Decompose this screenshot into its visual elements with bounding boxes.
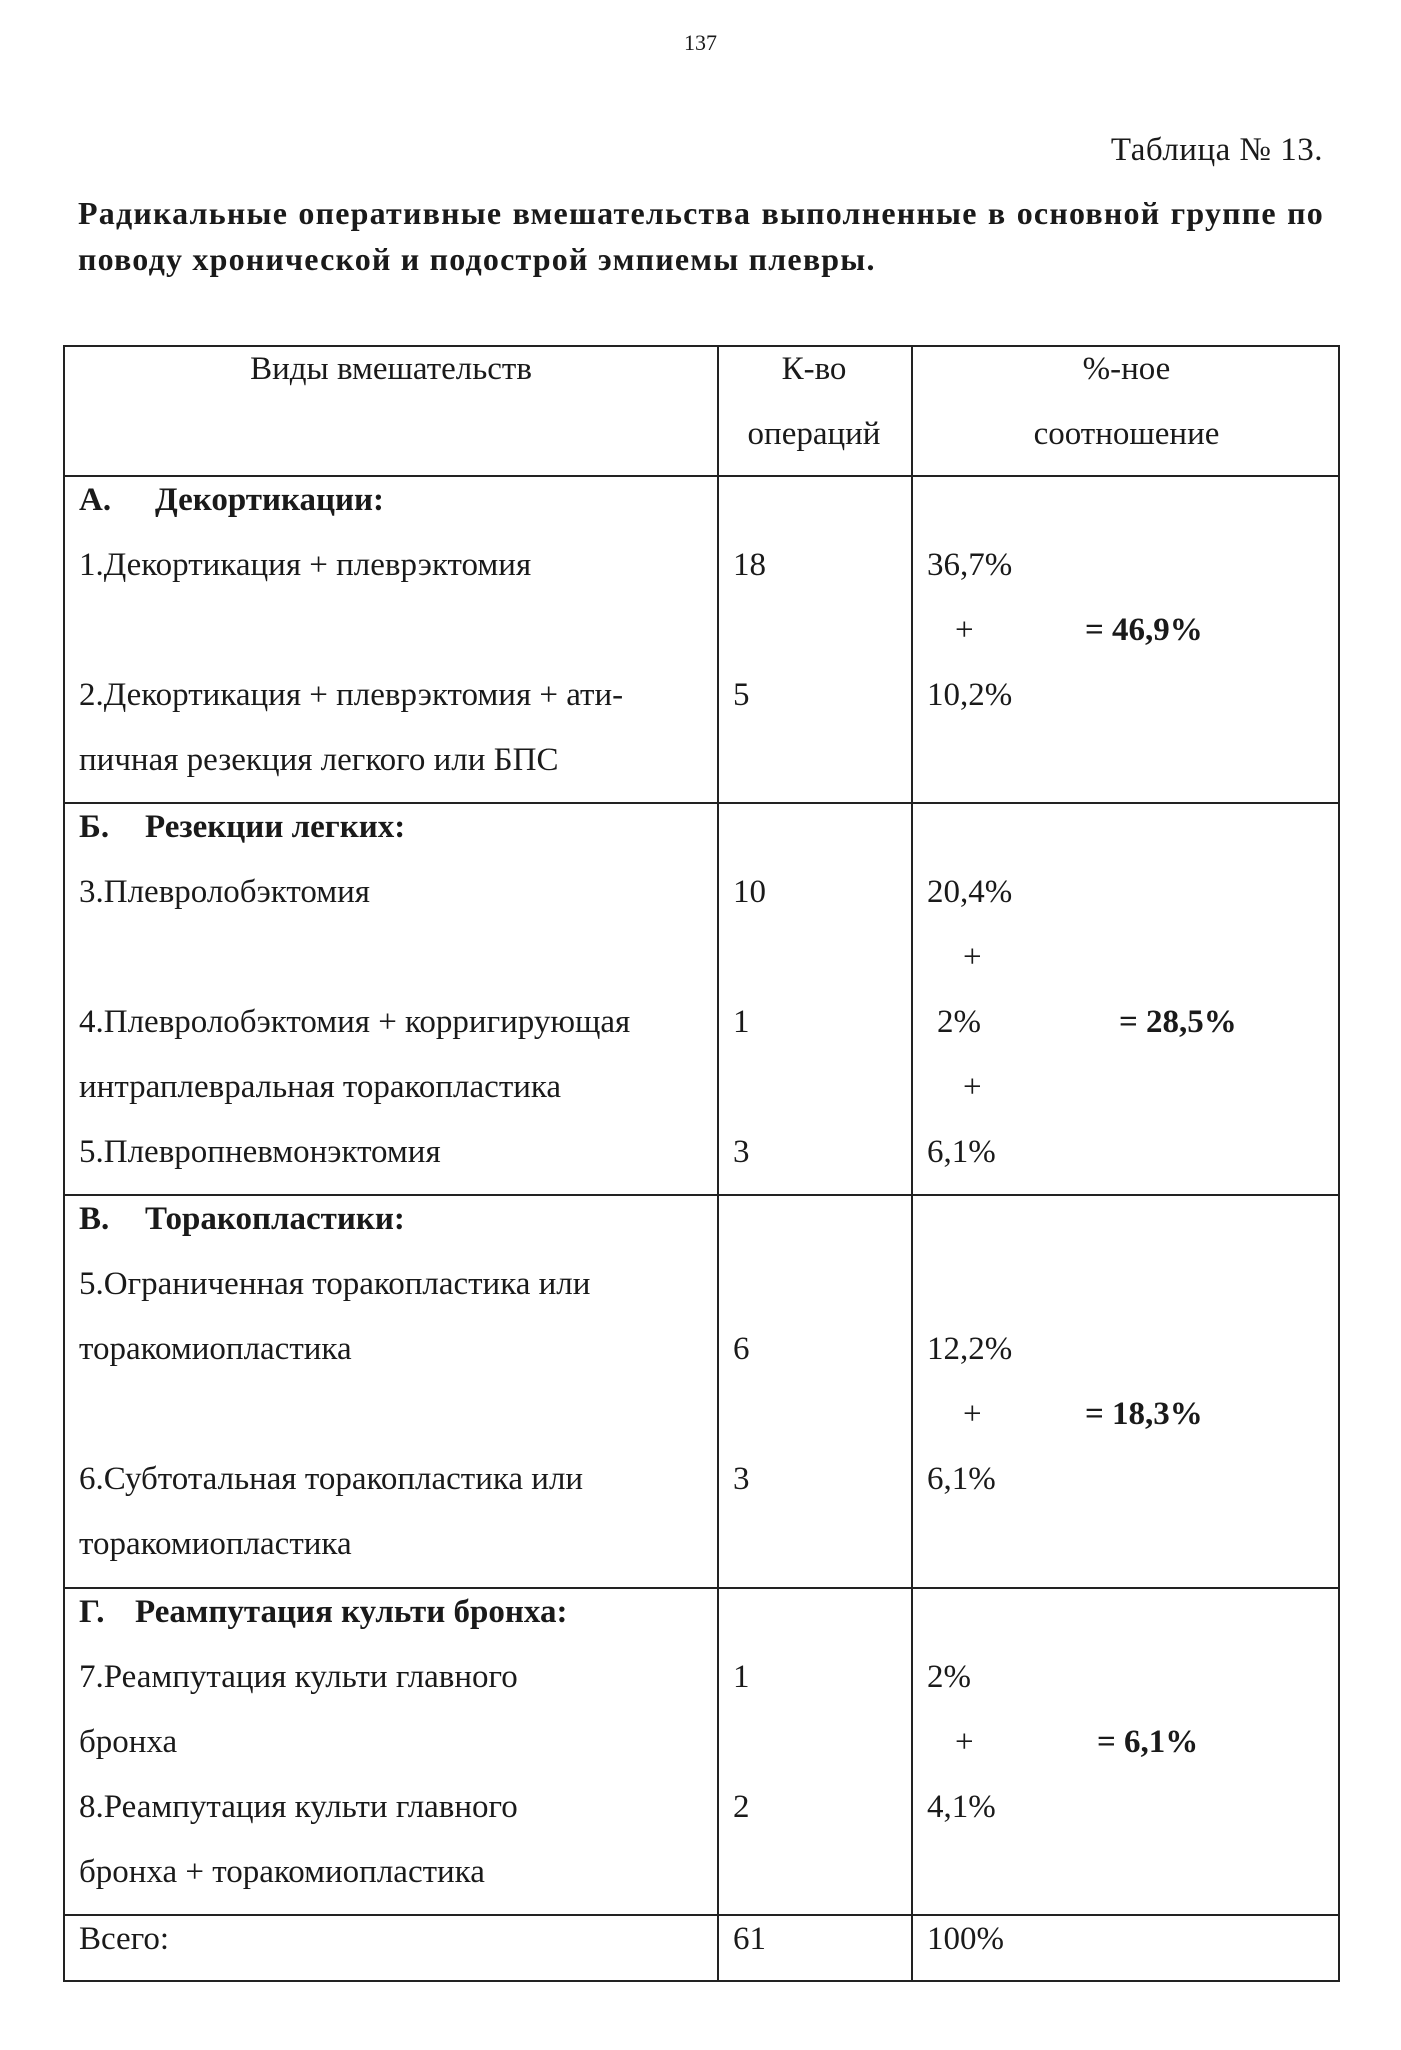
row-percent: 10,2% (927, 677, 1013, 713)
section-heading: Реампутация культи бронха: (135, 1594, 568, 1630)
row-label: 3.Плевролобэктомия (79, 874, 370, 910)
row-count: 18 (733, 547, 766, 583)
row-count: 6 (733, 1331, 750, 1367)
header-count-line2: операций (747, 416, 881, 452)
row-label: бронха (79, 1724, 178, 1760)
row-label: 4.Плевролобэктомия + корригирующая (79, 1004, 631, 1040)
row-label: бронха + торакомиопластика (79, 1854, 485, 1890)
row-divider (65, 1194, 1338, 1196)
plus-sign: + (963, 1069, 982, 1105)
section-letter: А. (79, 482, 112, 518)
row-label: 5.Плевропневмонэктомия (79, 1134, 441, 1170)
row-label: 1.Декортикация + плеврэктомия (79, 547, 532, 583)
section-heading: Торакопластики: (145, 1201, 405, 1237)
data-table (63, 345, 1340, 1982)
row-label: 5.Ограниченная торакопластика или (79, 1266, 591, 1302)
row-label: пичная резекция легкого или БПС (79, 742, 559, 778)
column-divider (911, 347, 913, 1980)
row-divider (65, 1914, 1338, 1916)
grand-total-label: Всего: (79, 1921, 170, 1957)
row-divider (65, 1587, 1338, 1589)
plus-sign: + (963, 939, 982, 975)
row-percent: 36,7% (927, 547, 1013, 583)
row-label: 6.Субтотальная торакопластика или (79, 1461, 584, 1497)
row-divider (65, 475, 1338, 477)
section-total: = 6,1% (1097, 1724, 1199, 1760)
row-count: 3 (733, 1134, 750, 1170)
plus-sign: + (963, 1396, 982, 1432)
header-type: Виды вмешательств (250, 351, 532, 387)
header-count-line1: К-во (781, 351, 847, 387)
row-percent: 2% (927, 1659, 971, 1695)
plus-sign: + (955, 1724, 974, 1760)
row-percent: 4,1% (927, 1789, 996, 1825)
plus-sign: + (955, 612, 974, 648)
header-percent-line1: %-ное (1082, 351, 1171, 387)
header-percent-line2: соотношение (1033, 416, 1220, 452)
row-count: 3 (733, 1461, 750, 1497)
row-percent: 6,1% (927, 1134, 996, 1170)
row-label: 8.Реампутация культи главного (79, 1789, 518, 1825)
row-label: интраплевральная торакопластика (79, 1069, 562, 1105)
row-count: 2 (733, 1789, 750, 1825)
table-title: Радикальные оперативные вмешательства выполненные в основной группе по поводу хронической и подострой эмпиемы плевры. (78, 195, 1324, 277)
row-count: 1 (733, 1004, 750, 1040)
column-divider (717, 347, 719, 1980)
row-percent: 20,4% (927, 874, 1013, 910)
row-percent: 12,2% (927, 1331, 1013, 1367)
row-count: 1 (733, 1659, 750, 1695)
section-total: = 46,9% (1085, 612, 1203, 648)
row-divider (65, 802, 1338, 804)
grand-total-count: 61 (733, 1921, 766, 1957)
section-letter: Г. (79, 1594, 105, 1630)
row-count: 10 (733, 874, 766, 910)
section-heading: Резекции легких: (145, 809, 406, 845)
section-total: = 28,5% (1119, 1004, 1237, 1040)
grand-total-percent: 100% (927, 1921, 1004, 1957)
table-caption: Таблица № 13. (1110, 132, 1323, 168)
row-label: 7.Реампутация культи главного (79, 1659, 518, 1695)
row-percent: 2% (937, 1004, 981, 1040)
row-label: 2.Декортикация + плеврэктомия + ати- (79, 677, 624, 713)
section-letter: Б. (79, 809, 110, 845)
row-count: 5 (733, 677, 750, 713)
row-percent: 6,1% (927, 1461, 996, 1497)
row-label: торакомиопластика (79, 1331, 352, 1367)
section-total: = 18,3% (1085, 1396, 1203, 1432)
page-number: 137 (684, 30, 717, 55)
section-letter: В. (79, 1201, 110, 1237)
row-label: торакомиопластика (79, 1526, 352, 1562)
section-heading: Декортикации: (155, 482, 385, 518)
